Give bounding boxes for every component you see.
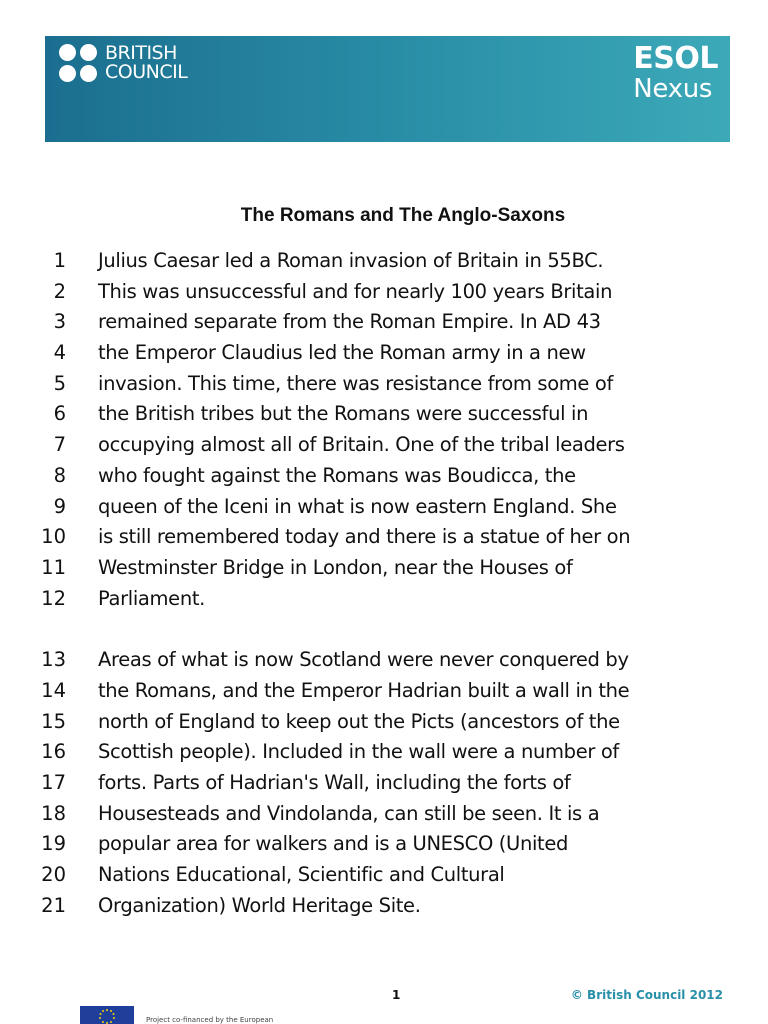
line-number: 12 xyxy=(41,586,66,610)
line-number: 17 xyxy=(41,771,66,794)
line-number: 8 xyxy=(53,463,66,487)
british-council-line2: COUNCIL xyxy=(105,61,188,83)
line-number: 18 xyxy=(41,801,66,825)
esol-nexus-logo xyxy=(633,42,718,102)
text-line xyxy=(0,860,768,891)
line-text: Nations Educational, Scientific and Cultural xyxy=(98,863,505,887)
line-number: 16 xyxy=(41,740,66,764)
line-number: 10 xyxy=(41,525,66,549)
line-text: the Emperor Claudius led the Roman army in a new xyxy=(98,341,586,365)
line-number: 7 xyxy=(53,433,66,457)
line-text: Organization) World Heritage Site. xyxy=(98,893,421,917)
line-text: is still remembered today and there is a statue of her on xyxy=(98,525,631,549)
line-text: the Romans, and the Emperor Hadrian built a wall in the xyxy=(98,678,630,702)
text-line xyxy=(0,461,768,492)
british-council-line1: BRITISH xyxy=(105,42,177,64)
line-text: Housesteads and Vindolanda, can still be seen. It is a xyxy=(98,801,600,825)
line-number: 14 xyxy=(41,678,66,702)
text-line xyxy=(0,492,768,523)
text-line xyxy=(0,277,768,308)
line-number: 6 xyxy=(53,402,66,426)
line-number: 13 xyxy=(41,648,66,672)
nexus-label: Nexus xyxy=(633,74,713,104)
text-line xyxy=(0,584,768,615)
text-line xyxy=(0,369,768,400)
text-line xyxy=(0,522,768,553)
text-line xyxy=(0,829,768,860)
eu-flag-icon xyxy=(80,1006,134,1024)
text-line xyxy=(0,891,768,922)
line-text: occupying almost all of Britain. One of the tribal leaders xyxy=(98,433,625,457)
line-number: 21 xyxy=(41,893,66,917)
line-text: popular area for walkers and is a UNESCO (United xyxy=(98,832,569,856)
line-text: Scottish people). Included in the wall were a number of xyxy=(98,740,619,764)
line-text: This was unsuccessful and for nearly 100 years Britain xyxy=(98,279,613,303)
text-line xyxy=(0,768,768,799)
text-line xyxy=(0,553,768,584)
copyright-notice: © British Council 2012 xyxy=(570,988,723,1002)
line-text: forts. Parts of Hadrian's Wall, including the forts of xyxy=(98,771,571,794)
page-number: 1 xyxy=(392,988,401,1002)
eu-cofinance-note: Project co-financed by the European xyxy=(146,1016,274,1024)
numbered-text xyxy=(0,246,768,921)
header-banner xyxy=(45,36,730,142)
text-line xyxy=(0,799,768,830)
line-text: Parliament. xyxy=(98,586,205,610)
line-text: remained separate from the Roman Empire. In AD 43 xyxy=(98,310,601,334)
line-number: 20 xyxy=(41,863,66,887)
line-text: Westminster Bridge in London, near the Houses of xyxy=(98,555,573,579)
line-text: queen of the Iceni in what is now eastern England. She xyxy=(98,494,617,518)
line-text: Areas of what is now Scotland were never conquered by xyxy=(98,648,629,672)
paragraph-gap xyxy=(0,614,768,645)
line-number: 2 xyxy=(53,279,66,303)
british-council-logo xyxy=(59,44,187,82)
text-line xyxy=(0,676,768,707)
line-number: 4 xyxy=(53,341,66,365)
line-number: 19 xyxy=(41,832,66,856)
line-text: invasion. This time, there was resistance from some of xyxy=(98,371,614,395)
text-line xyxy=(0,338,768,369)
esol-label: ESOL xyxy=(633,41,718,76)
text-line xyxy=(0,399,768,430)
line-number: 11 xyxy=(41,555,66,579)
line-number: 3 xyxy=(53,310,66,334)
line-text: who fought against the Romans was Boudicca, the xyxy=(98,463,576,487)
text-line xyxy=(0,430,768,461)
line-number: 9 xyxy=(53,494,66,518)
line-number: 5 xyxy=(53,371,66,395)
text-line xyxy=(0,645,768,676)
british-council-dots-icon xyxy=(59,44,97,82)
line-number: 1 xyxy=(53,249,66,272)
text-line xyxy=(0,246,768,277)
text-line xyxy=(0,737,768,768)
text-line xyxy=(0,307,768,338)
line-number: 15 xyxy=(41,709,66,733)
page-footer xyxy=(0,986,768,1024)
document-title: The Romans and The Anglo-Saxons xyxy=(240,205,566,226)
line-text: north of England to keep out the Picts (ancestors of the xyxy=(98,709,620,733)
text-line xyxy=(0,707,768,738)
line-text: the British tribes but the Romans were successful in xyxy=(98,402,589,426)
line-text: Julius Caesar led a Roman invasion of Britain in 55BC. xyxy=(98,249,604,272)
